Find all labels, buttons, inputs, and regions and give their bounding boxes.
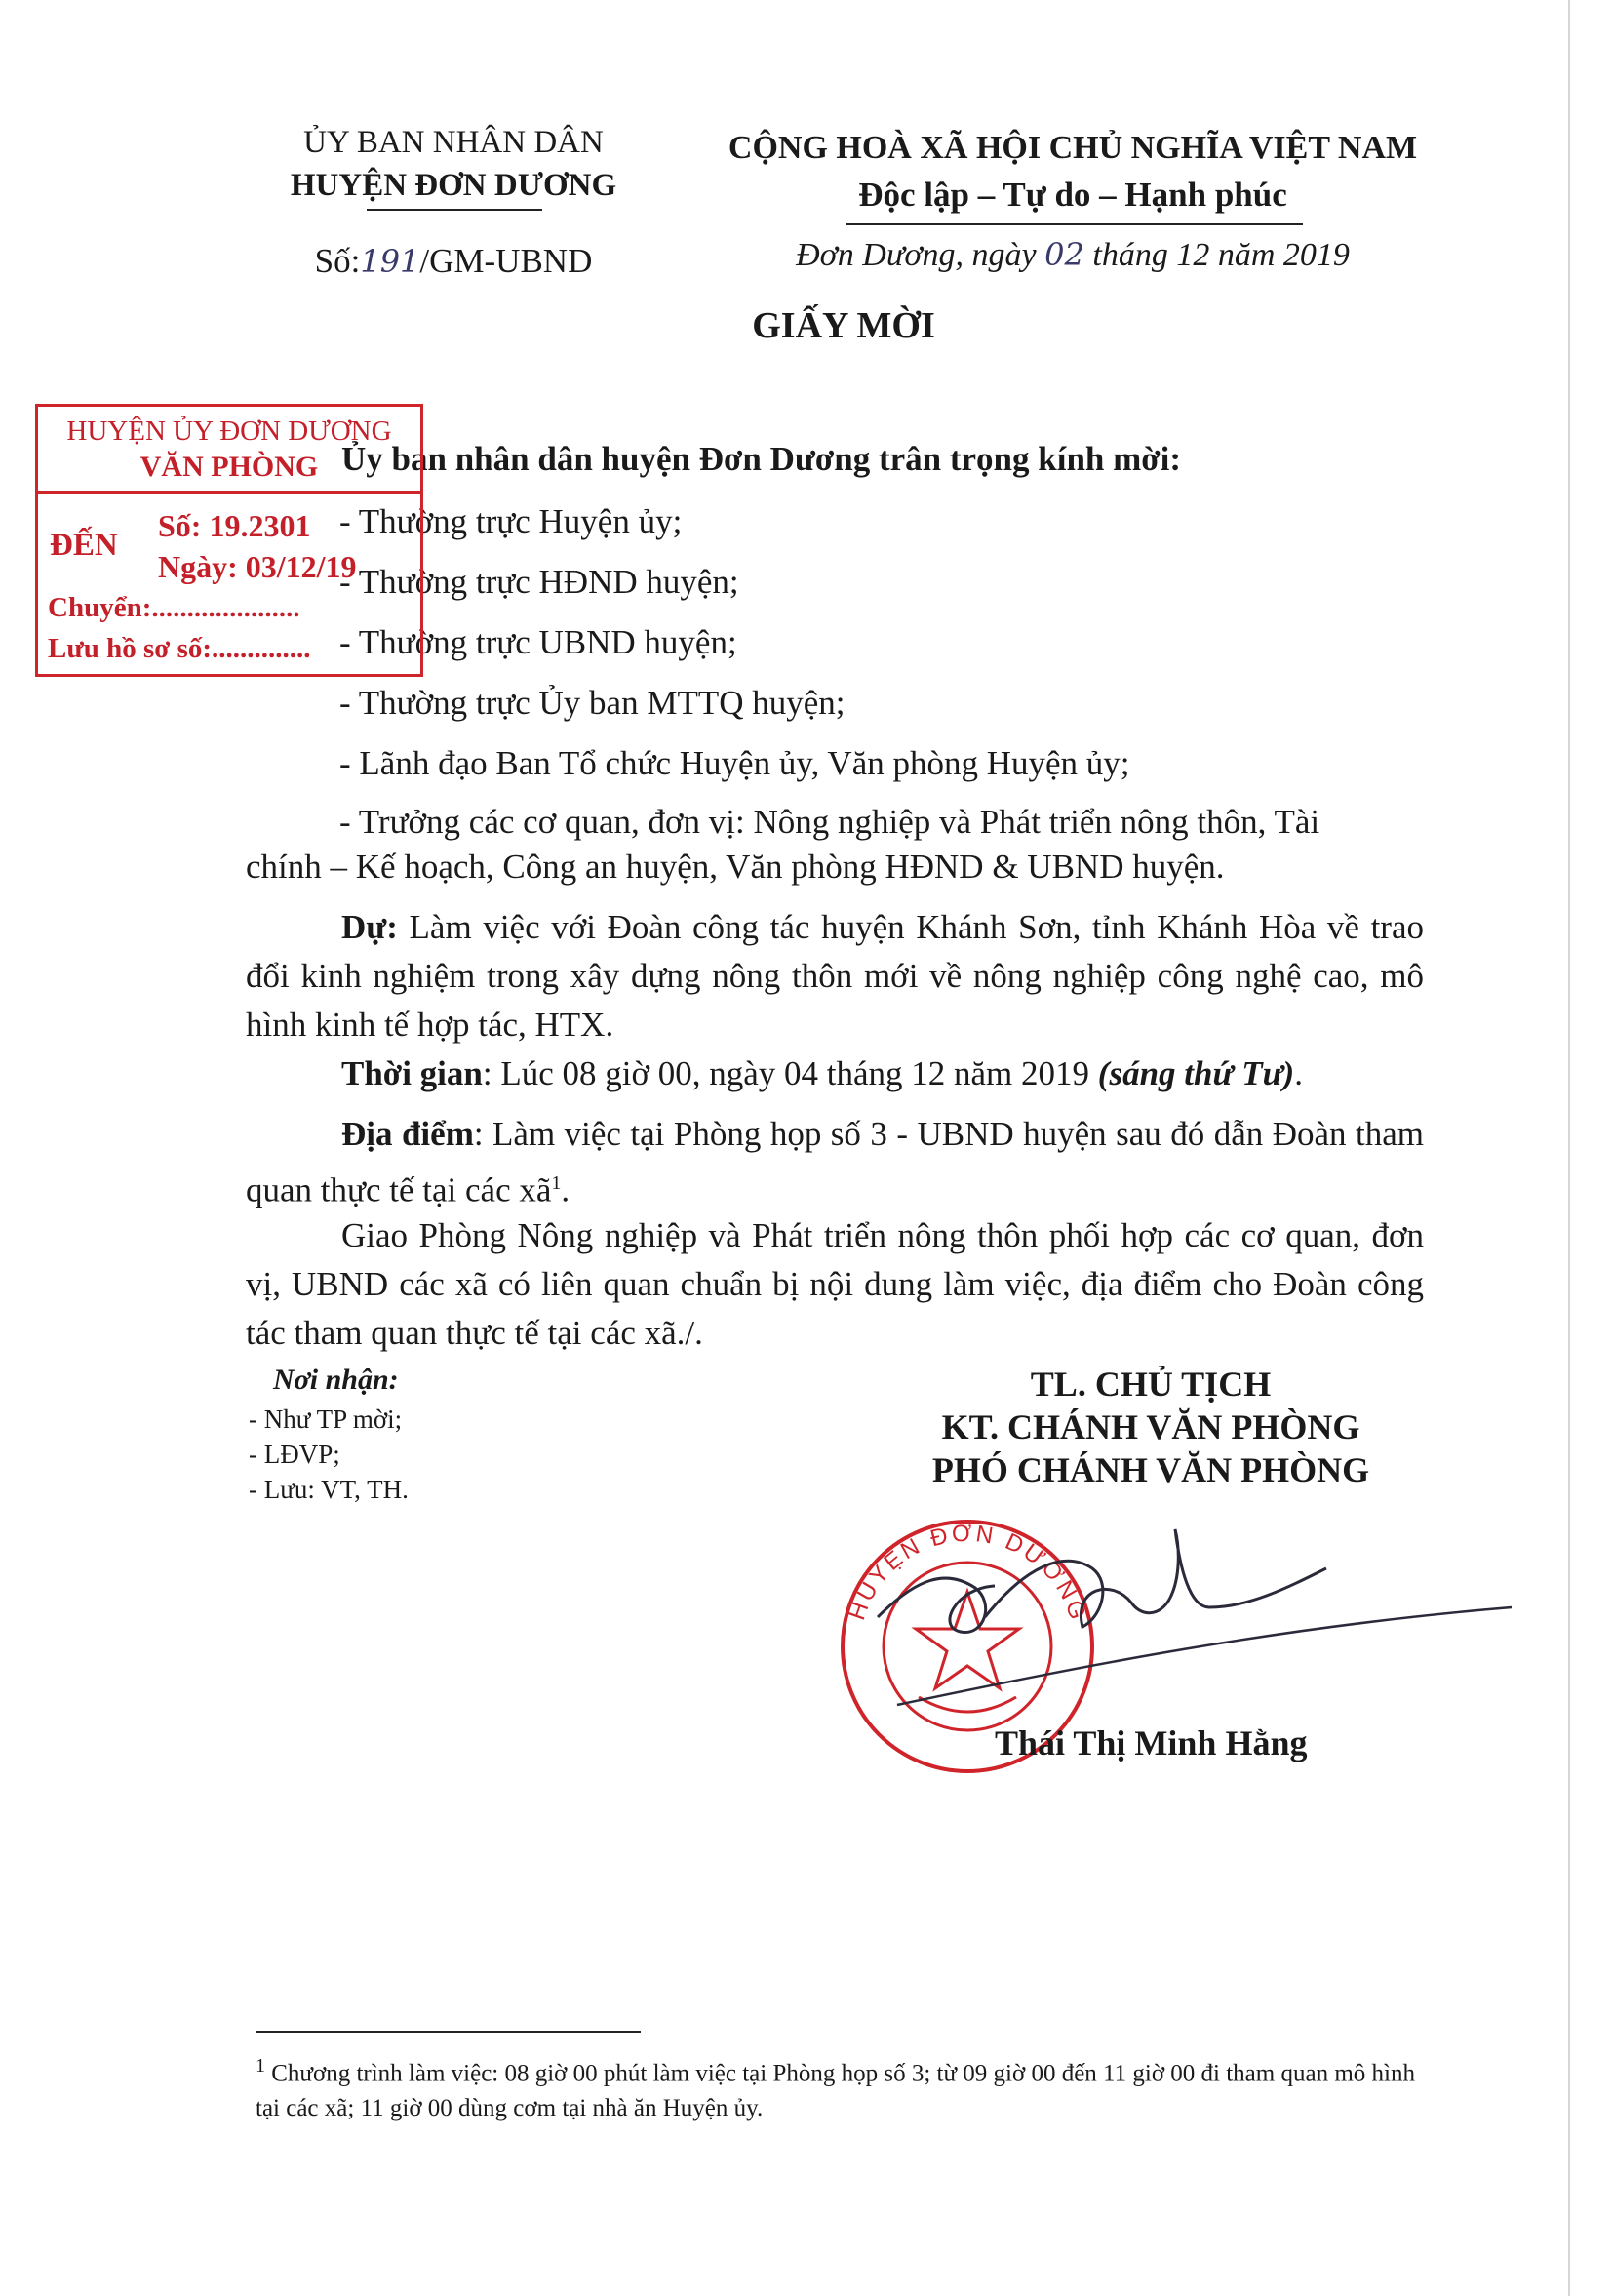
stamp-divider	[38, 491, 420, 494]
purpose-label: Dự:	[341, 908, 398, 946]
time-note: (sáng thứ Tư)	[1097, 1054, 1295, 1092]
location-paragraph	[246, 1110, 1424, 1215]
invitee-item: - Thường trực Huyện ủy;	[339, 502, 683, 540]
signer-name: Thái Thị Minh Hằng	[995, 1723, 1308, 1762]
purpose-text: Làm việc với Đoàn công tác huyện Khánh Sơn, tỉnh Khánh Hòa về trao đổi kinh nghiệm trong xây dựng nông thôn mới về nông nghiệp công nghệ cao, mô hình kinh tế hợp tác, HTX.	[246, 908, 1424, 1044]
recipient-item: - Lưu: VT, TH.	[249, 1475, 409, 1504]
org-underline	[367, 209, 542, 211]
stamp-office-line2: VĂN PHÒNG	[139, 451, 319, 483]
invitee-item: - Thường trực HĐND huyện;	[339, 563, 739, 601]
footnote-separator	[256, 2031, 641, 2033]
doc-number-prefix: Số:	[314, 242, 361, 280]
purpose-paragraph	[246, 903, 1424, 1049]
location-label: Địa điểm	[341, 1115, 474, 1153]
day-handwritten: 02	[1044, 236, 1084, 273]
stamp-received-label: ĐẾN	[50, 528, 118, 563]
footnote-number: 1	[256, 2055, 265, 2077]
motto-underline	[846, 223, 1303, 225]
time-label: Thời gian	[341, 1054, 483, 1092]
footnote-ref: 1	[551, 1172, 562, 1194]
seal-text: HUYỆN ĐƠN DƯƠNG	[844, 1520, 1092, 1626]
recipient-item: - Như TP mời;	[249, 1405, 403, 1434]
page-edge	[1568, 0, 1570, 2296]
invitee-item: - Thường trực UBND huyện;	[339, 623, 737, 661]
recipients-title: Nơi nhận:	[273, 1364, 399, 1396]
doc-number-suffix: /GM-UBND	[419, 242, 593, 280]
stamp-office-line1: HUYỆN ỦY ĐƠN DƯƠNG	[66, 416, 392, 447]
stamp-forward: Chuyển:.....................	[48, 592, 300, 623]
stamp-file-number: Lưu hồ sơ số:..............	[48, 633, 311, 664]
org-name-line2: HUYỆN ĐƠN DƯƠNG	[290, 168, 617, 203]
place-date	[683, 236, 1463, 274]
document-title: GIẤY MỜI	[752, 305, 935, 346]
time-end: .	[1294, 1054, 1303, 1092]
signature-line3: PHÓ CHÁNH VĂN PHÒNG	[931, 1450, 1370, 1489]
footnote-text: Chương trình làm việc: 08 giờ 00 phút làm việc tại Phòng họp số 3; từ 09 giờ 00 đến 11 giờ 00 đi tham quan mô hình tại các xã; 11 giờ 00 dùng cơm tại nhà ăn Huyện ủy.	[256, 2060, 1415, 2122]
assignment-paragraph: Giao Phòng Nông nghiệp và Phát triển nông thôn phối hợp các cơ quan, đơn vị, UBND các xã có liên quan chuẩn bị nội dung làm việc, địa điểm cho Đoàn công tác tham quan thực tế tại các xã./.	[246, 1216, 1424, 1352]
received-stamp	[35, 404, 423, 677]
invitee-item: - Trưởng các cơ quan, đơn vị: Nông nghiệp và Phát triển nông thôn, Tài	[339, 803, 1320, 841]
time-text: : Lúc 08 giờ 00, ngày 04 tháng 12 năm 2019	[482, 1054, 1098, 1092]
footnote	[256, 2048, 1426, 2126]
place-date-prefix: Đơn Dương, ngày	[796, 237, 1037, 273]
national-title: CỘNG HOÀ XÃ HỘI CHỦ NGHĨA VIỆT NAM	[728, 130, 1418, 166]
recipient-item: - LĐVP;	[249, 1440, 340, 1469]
invitee-item-continuation: chính – Kế hoạch, Công an huyện, Văn phòng HĐND & UBND huyện.	[246, 848, 1225, 886]
time-paragraph	[246, 1049, 1424, 1098]
signature-line2: KT. CHÁNH VĂN PHÒNG	[941, 1407, 1360, 1446]
intro-line: Ủy ban nhân dân huyện Đơn Dương trân trọng kính mời:	[341, 440, 1182, 478]
location-text: : Làm việc tại Phòng họp số 3 - UBND huyện sau đó dẫn Đoàn tham quan thực tế tại các xã	[246, 1115, 1424, 1209]
place-date-suffix: tháng 12 năm 2019	[1092, 237, 1350, 273]
invitee-item: - Lãnh đạo Ban Tổ chức Huyện ủy, Văn phòng Huyện ủy;	[339, 744, 1130, 782]
national-motto: Độc lập – Tự do – Hạnh phúc	[858, 176, 1287, 214]
invitee-item: - Thường trực Ủy ban MTTQ huyện;	[339, 684, 846, 722]
stamp-date: Ngày: 03/12/19	[158, 549, 357, 584]
document-number	[215, 242, 692, 281]
location-end: .	[561, 1170, 570, 1209]
signature-line1: TL. CHỦ TỊCH	[1030, 1365, 1272, 1404]
stamp-number: Số: 19.2301	[158, 508, 311, 543]
org-name-line1: ỦY BAN NHÂN DÂN	[303, 125, 604, 160]
doc-number-handwritten: 191	[360, 243, 420, 280]
handwritten-signature	[839, 1510, 1521, 1734]
